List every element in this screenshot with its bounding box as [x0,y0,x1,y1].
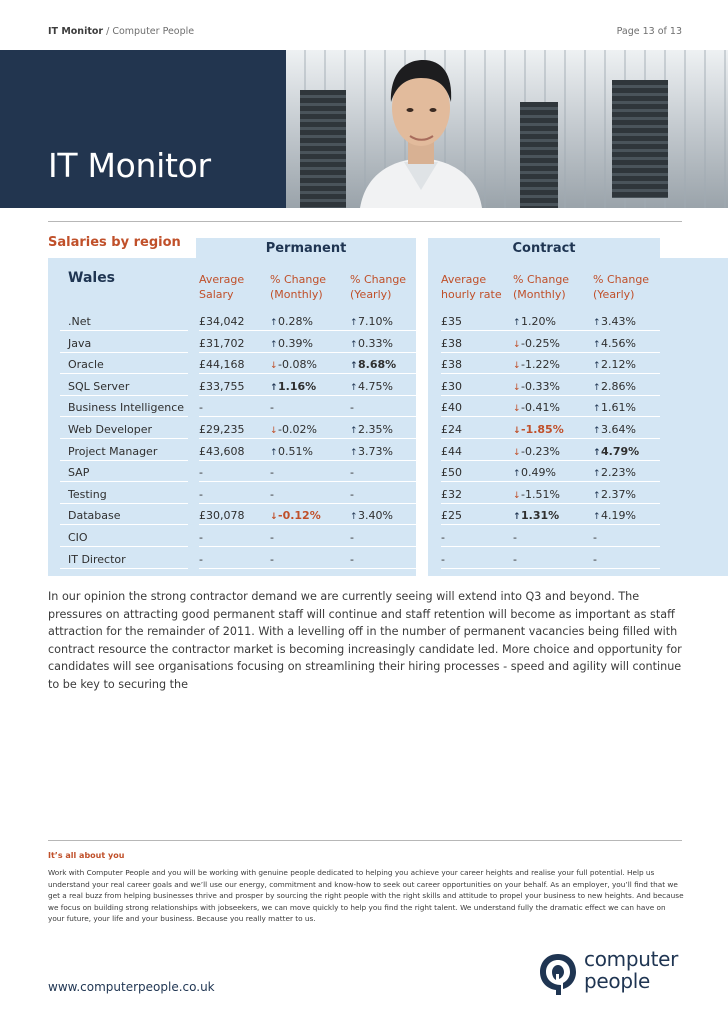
row-label: SAP [60,463,188,482]
table-cell [441,377,513,396]
cell-value: -0.12% [278,509,321,523]
table-cell [350,463,416,482]
arrow-up-icon: ↑ [350,447,358,458]
arrow-up-icon: ↑ [270,339,278,350]
arrow-down-icon: ↓ [513,490,521,501]
cell-value: £34,042 [199,315,245,328]
table-row [60,355,660,374]
col-header-cont-monthly [513,272,569,302]
cell-value: 0.28% [278,315,313,328]
row-label: SQL Server [60,377,188,396]
group-header-contract: Contract [428,238,660,258]
col-header-line: Average [199,273,245,286]
cell-value: 1.31% [521,509,560,523]
table-cell [593,312,660,331]
cell-value: £24 [441,423,462,436]
arrow-up-icon: ↑ [350,339,358,350]
table-row [60,312,660,331]
table-cell [441,398,513,417]
page-number: Page 13 of 13 [616,26,682,37]
cell-value: -0.25% [521,336,560,350]
header-brand: IT Monitor [48,26,104,37]
table-cell [350,334,416,353]
cell-value: £30 [441,379,462,393]
table-cell [199,377,270,396]
arrow-up-icon: ↑ [593,339,601,350]
cell-value: -0.41% [521,401,560,415]
col-header-avg-salary [199,272,244,302]
table-cell [593,420,660,439]
cell-value: - [199,531,203,544]
cell-value: - [199,401,203,415]
cell-value: - [350,401,354,415]
col-header-line: % Change [593,273,650,286]
cell-value: -1.22% [521,358,560,372]
arrow-up-icon: ↑ [593,318,601,328]
cell-value: 3.73% [358,444,393,458]
cell-value: £35 [441,315,462,328]
hero-title: IT Monitor [48,146,211,185]
col-header-hourly-rate [441,272,502,302]
arrow-up-icon: ↑ [350,318,358,328]
arrow-up-icon: ↑ [593,382,601,393]
logo-mark-icon [538,952,578,996]
table-cell [350,398,416,417]
table-cell [441,355,513,374]
cell-value: 0.49% [521,466,556,480]
cell-value: - [270,531,274,544]
cell-value: - [593,531,597,544]
server-rack [612,80,668,198]
table-cell [270,442,350,461]
table-cell [513,442,593,461]
table-row [60,334,660,353]
row-label: IT Director [60,550,188,569]
table-cell [441,420,513,439]
table-cell [513,355,593,374]
table-cell [350,355,416,374]
table-cell [513,463,593,482]
table-cell [350,485,416,504]
cell-value: £32 [441,487,462,501]
table-cell [270,377,350,396]
table-cell [350,420,416,439]
table-cell [593,355,660,374]
row-label: Java [60,334,188,353]
table-cell [593,463,660,482]
cell-value: 2.35% [358,423,393,436]
table-cell [513,334,593,353]
arrow-up-icon: ↑ [593,404,601,415]
table-cell [350,312,416,331]
table-cell [593,485,660,504]
col-header-cont-yearly [593,272,649,302]
logo-line: people [584,969,650,993]
table-cell [593,398,660,417]
arrow-down-icon: ↓ [513,426,521,436]
cell-value: £44,168 [199,358,245,372]
table-cell [350,377,416,396]
row-label: CIO [60,528,188,547]
arrow-up-icon: ↑ [350,512,358,523]
server-rack [520,102,558,208]
table-cell [270,506,350,525]
table-cell [350,528,416,547]
cell-value: £40 [441,401,462,415]
cell-value: 3.40% [358,509,393,523]
divider [48,840,682,841]
table-cell [593,442,660,461]
cell-value: 1.16% [278,379,317,393]
cell-value: £50 [441,466,462,480]
table-cell [199,398,270,417]
server-rack [300,90,346,208]
cell-value: 1.20% [521,315,556,328]
cell-value: - [199,466,203,480]
table-cell [199,463,270,482]
arrow-up-icon: ↑ [270,447,278,458]
cell-value: 2.23% [601,466,636,480]
about-title: It’s all about you [48,851,125,860]
cell-value: £38 [441,336,462,350]
cell-value: £43,608 [199,444,245,458]
cell-value: 0.51% [278,444,313,458]
cell-value: - [350,487,354,501]
cell-value: 7.10% [358,315,393,328]
arrow-down-icon: ↓ [513,361,521,372]
table-cell [513,528,593,547]
body-paragraph: In our opinion the strong contractor demand we are currently seeing will extend into Q3 and beyond. The pressures on attracting good permanent staff will continue and staff retention will become as important as staff attraction for the remainder of 2011. With a levelling off in the number of permanent vacancies being filled with contract resource the contractor market is becoming increasingly candidate led. More choice and opportunity for candidates will see organisations focusing on streamlining their hiring processes - speed and agility will continue to be key to securing the [48,590,682,691]
arrow-up-icon: ↑ [270,382,278,393]
cell-value: £30,078 [199,509,245,523]
col-header-line: Average [441,273,487,286]
cell-value: 2.86% [601,379,636,393]
table-cell [441,485,513,504]
person-photo [346,50,496,208]
cell-value: £33,755 [199,379,245,393]
row-label: Database [60,506,188,525]
cell-value: - [441,552,445,566]
arrow-up-icon: ↑ [350,382,358,393]
arrow-down-icon: ↓ [513,339,521,350]
cell-value: - [513,531,517,544]
arrow-up-icon: ↑ [513,318,521,328]
cell-value: - [270,401,274,415]
row-label: Project Manager [60,442,188,461]
cell-value: £29,235 [199,423,245,436]
arrow-down-icon: ↓ [270,361,278,372]
arrow-up-icon: ↑ [593,469,601,480]
table-cell [350,550,416,569]
logo-line: computer [584,947,679,971]
cell-value: -1.51% [521,487,560,501]
page-header [48,26,682,42]
arrow-down-icon: ↓ [513,404,521,415]
table-cell [441,312,513,331]
table-cell [513,550,593,569]
arrow-up-icon: ↑ [593,512,601,523]
arrow-down-icon: ↓ [513,382,521,393]
row-label: Web Developer [60,420,188,439]
cell-value: - [350,531,354,544]
table-cell [199,312,270,331]
cell-value: £38 [441,358,462,372]
cell-value: £31,702 [199,336,245,350]
col-header-line: % Change [350,273,407,286]
cell-value: - [270,466,274,480]
table-cell [199,506,270,525]
table-cell [270,398,350,417]
table-cell [199,442,270,461]
cell-value: 1.61% [601,401,636,415]
cell-value: - [441,531,445,544]
table-row [60,442,660,461]
table-edge [660,238,728,258]
company-logo [538,947,688,1000]
cell-value: -1.85% [521,423,564,436]
table-cell [199,355,270,374]
group-header-permanent: Permanent [196,238,416,258]
table-cell [441,528,513,547]
col-header-line: (Yearly) [593,288,635,301]
arrow-up-icon: ↑ [593,426,601,436]
cell-value: 2.37% [601,487,636,501]
cell-value: - [199,552,203,566]
table-cell [441,442,513,461]
cell-value: 4.79% [601,444,640,458]
table-cell [270,312,350,331]
table-row [60,420,660,439]
col-header-line: % Change [270,273,327,286]
arrow-down-icon: ↓ [513,447,521,458]
arrow-down-icon: ↓ [270,426,278,436]
col-header-line: (Monthly) [270,288,323,301]
table-cell [513,377,593,396]
table-cell [593,506,660,525]
table-cell [270,355,350,374]
cell-value: 8.68% [358,358,397,372]
website-link[interactable]: www.computerpeople.co.uk [48,980,215,994]
col-header-line: hourly rate [441,288,502,301]
table-cell [199,485,270,504]
arrow-up-icon: ↑ [593,361,601,372]
table-cell [199,550,270,569]
region-label: Wales [68,270,116,286]
table-cell [270,528,350,547]
table-cell [270,485,350,504]
cell-value: - [350,466,354,480]
cell-value: 3.64% [601,423,636,436]
cell-value: - [593,552,597,566]
table-cell [513,485,593,504]
cell-value: £25 [441,509,462,523]
arrow-up-icon: ↑ [513,469,521,480]
cell-value: 4.19% [601,509,636,523]
table-row [60,463,660,482]
arrow-down-icon: ↓ [270,512,278,523]
cell-value: 0.39% [278,336,313,350]
table-cell [199,528,270,547]
row-label: Business Intelligence [60,398,188,417]
logo-text [584,948,678,992]
cell-value: - [513,552,517,566]
col-header-line: Salary [199,288,234,301]
cell-value: - [270,552,274,566]
table-cell [199,334,270,353]
table-cell [593,377,660,396]
header-separator: / [103,26,113,37]
table-cell [199,420,270,439]
table-cell [513,420,593,439]
table-cell [270,334,350,353]
col-header-line: % Change [513,273,570,286]
col-header-line: (Yearly) [350,288,392,301]
table-cell [441,506,513,525]
table-row [60,550,660,569]
cell-value: -0.08% [278,358,317,372]
table-cell [513,312,593,331]
arrow-up-icon: ↑ [350,426,358,436]
table-row [60,528,660,547]
cell-value: -0.02% [278,423,317,436]
cell-value: -0.23% [521,444,560,458]
about-text: Work with Computer People and you will be working with genuine people dedicated to helping you achieve your career heights and realise your full potential. Help us understand your real career goals and we’ll use our energy, commitment and know-how to seek out career opportunities on your behalf. As an employer, you’ll find that we get a real buzz from helping businesses thrive and prosper by sourcing the right people with the right skills and attitude to propel your business to new heights. And because we focus on building strong relationships with jobseekers, we can move quickly to help you find the right talent. We understand fully the dramatic effect we can have on your future, your life and your business. Because you really matter to us. [48,868,684,923]
cell-value: -0.33% [521,379,560,393]
table-cell [350,506,416,525]
table-cell [270,420,350,439]
row-label: .Net [60,312,188,331]
table-row [60,485,660,504]
header-company: Computer People [112,26,195,37]
table-cell [513,398,593,417]
table-cell [593,334,660,353]
cell-value: £44 [441,444,462,458]
table-cell [441,334,513,353]
section-title: Salaries by region [48,235,181,250]
table-row [60,377,660,396]
col-header-perm-yearly [350,272,406,302]
cell-value: 0.33% [358,336,393,350]
arrow-up-icon: ↑ [513,512,521,523]
arrow-up-icon: ↑ [593,447,601,458]
cell-value: - [270,487,274,501]
table-row [60,506,660,525]
col-header-perm-monthly [270,272,326,302]
table-cell [441,550,513,569]
cell-value: - [199,487,203,501]
table-cell [441,463,513,482]
col-header-line: (Monthly) [513,288,566,301]
cell-value: 4.56% [601,336,636,350]
cell-value: 4.75% [358,379,393,393]
cell-value: - [350,552,354,566]
cell-value: 2.12% [601,358,636,372]
arrow-up-icon: ↑ [350,361,358,372]
arrow-up-icon: ↑ [270,318,278,328]
table-cell [270,463,350,482]
table-cell [350,442,416,461]
divider [48,221,682,222]
cell-value: 3.43% [601,315,636,328]
row-label: Oracle [60,355,188,374]
table-cell [593,528,660,547]
table-cell [270,550,350,569]
table-row [60,398,660,417]
table-cell [593,550,660,569]
hero-banner [0,50,728,208]
row-label: Testing [60,485,188,504]
arrow-up-icon: ↑ [593,490,601,501]
table-cell [513,506,593,525]
